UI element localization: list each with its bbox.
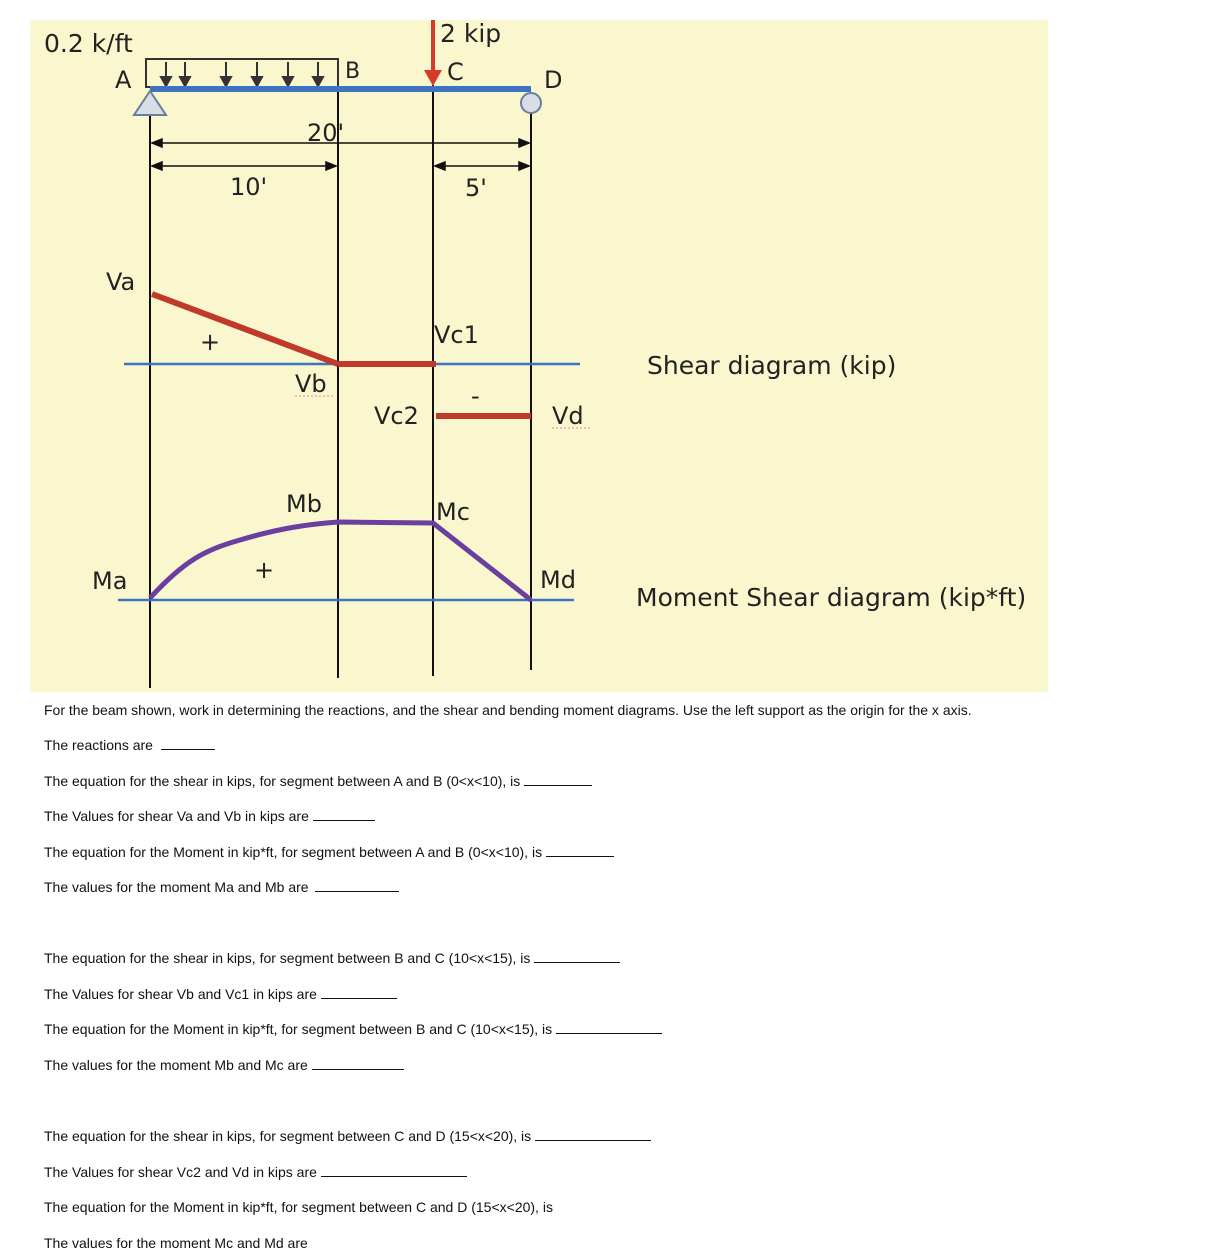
answer-blank-shear-values-cd[interactable] (321, 1164, 467, 1177)
shear-label-vd: Vd (552, 402, 584, 430)
shear-minus-sign: - (471, 382, 480, 410)
question-reactions-text: The reactions are (44, 737, 153, 753)
question-shear-values-ab-text: The Values for shear Va and Vb in kips are (44, 808, 309, 824)
answer-blank-moment-values-ab[interactable] (315, 879, 399, 892)
moment-label-md: Md (540, 566, 576, 594)
question-shear-eq-bc-text: The equation for the shear in kips, for segment between B and C (10<x<15), is (44, 950, 531, 966)
point-label-d: D (544, 66, 563, 94)
answer-blank-shear-eq-cd[interactable] (535, 1128, 651, 1141)
shear-label-vc1: Vc1 (434, 321, 479, 349)
answer-blank-shear-eq-bc[interactable] (534, 950, 620, 963)
moment-label-mc: Mc (436, 498, 470, 526)
distributed-load-label: 0.2 k/ft (44, 29, 133, 58)
question-reactions (44, 736, 215, 754)
roller-support-d (521, 93, 541, 113)
question-moment-values-ab (44, 878, 399, 896)
answer-blank-shear-eq-ab[interactable] (524, 773, 592, 786)
moment-plus-sign: + (254, 556, 275, 584)
answer-blank-shear-values-ab[interactable] (313, 808, 375, 821)
dimension-ab-label: 10' (230, 173, 268, 201)
question-shear-eq-ab (44, 772, 592, 790)
intro-text (44, 701, 972, 719)
question-moment-values-bc-text: The values for the moment Mb and Mc are (44, 1057, 308, 1073)
question-shear-eq-ab-text: The equation for the shear in kips, for segment between A and B (0<x<10), is (44, 773, 521, 789)
question-shear-values-cd (44, 1163, 467, 1181)
moment-diagram-title: Moment Shear diagram (kip*ft) (636, 583, 1027, 612)
point-label-c: C (447, 58, 464, 86)
answer-blank-reactions[interactable] (161, 737, 215, 750)
question-shear-values-bc (44, 985, 397, 1003)
answer-blank-shear-values-bc[interactable] (321, 986, 397, 999)
question-moment-eq-bc (44, 1020, 662, 1038)
question-shear-values-ab (44, 807, 375, 825)
question-shear-eq-bc (44, 949, 620, 967)
point-load-label: 2 kip (440, 19, 502, 48)
shear-plus-sign: + (200, 328, 221, 356)
point-label-a: A (115, 66, 132, 94)
question-moment-values-bc (44, 1056, 404, 1074)
answer-blank-moment-values-bc[interactable] (312, 1057, 404, 1070)
question-shear-eq-cd (44, 1127, 651, 1145)
intro-text-content: For the beam shown, work in determining the reactions, and the shear and bending moment diagrams. Use the left support as the origin for the x axis. (44, 702, 972, 718)
answer-blank-moment-eq-ab[interactable] (546, 844, 614, 857)
question-moment-eq-cd-text: The equation for the Moment in kip*ft, for segment between C and D (15<x<20), is (44, 1199, 553, 1215)
moment-label-ma: Ma (92, 567, 128, 595)
question-moment-values-cd-text: The values for the moment Mc and Md are (44, 1235, 308, 1251)
question-moment-values-ab-text: The values for the moment Ma and Mb are (44, 879, 309, 895)
question-moment-values-cd (44, 1234, 308, 1252)
question-shear-values-bc-text: The Values for shear Vb and Vc1 in kips are (44, 986, 317, 1002)
dimension-total-label: 20' (307, 119, 345, 147)
question-moment-eq-ab (44, 843, 614, 861)
point-label-b: B (345, 59, 361, 84)
question-shear-eq-cd-text: The equation for the shear in kips, for segment between C and D (15<x<20), is (44, 1128, 532, 1144)
answer-blank-moment-eq-bc[interactable] (556, 1021, 662, 1034)
shear-diagram-title: Shear diagram (kip) (647, 351, 897, 380)
question-moment-eq-cd (44, 1198, 553, 1216)
moment-label-mb: Mb (286, 490, 322, 518)
shear-label-vc2: Vc2 (374, 402, 419, 430)
dimension-cd-label: 5' (465, 174, 487, 202)
question-moment-eq-bc-text: The equation for the Moment in kip*ft, for segment between B and C (10<x<15), is (44, 1021, 553, 1037)
question-moment-eq-ab-text: The equation for the Moment in kip*ft, for segment between A and B (0<x<10), is (44, 844, 543, 860)
question-shear-values-cd-text: The Values for shear Vc2 and Vd in kips are (44, 1164, 317, 1180)
shear-label-va: Va (106, 268, 136, 296)
shear-label-vb: Vb (295, 370, 327, 398)
